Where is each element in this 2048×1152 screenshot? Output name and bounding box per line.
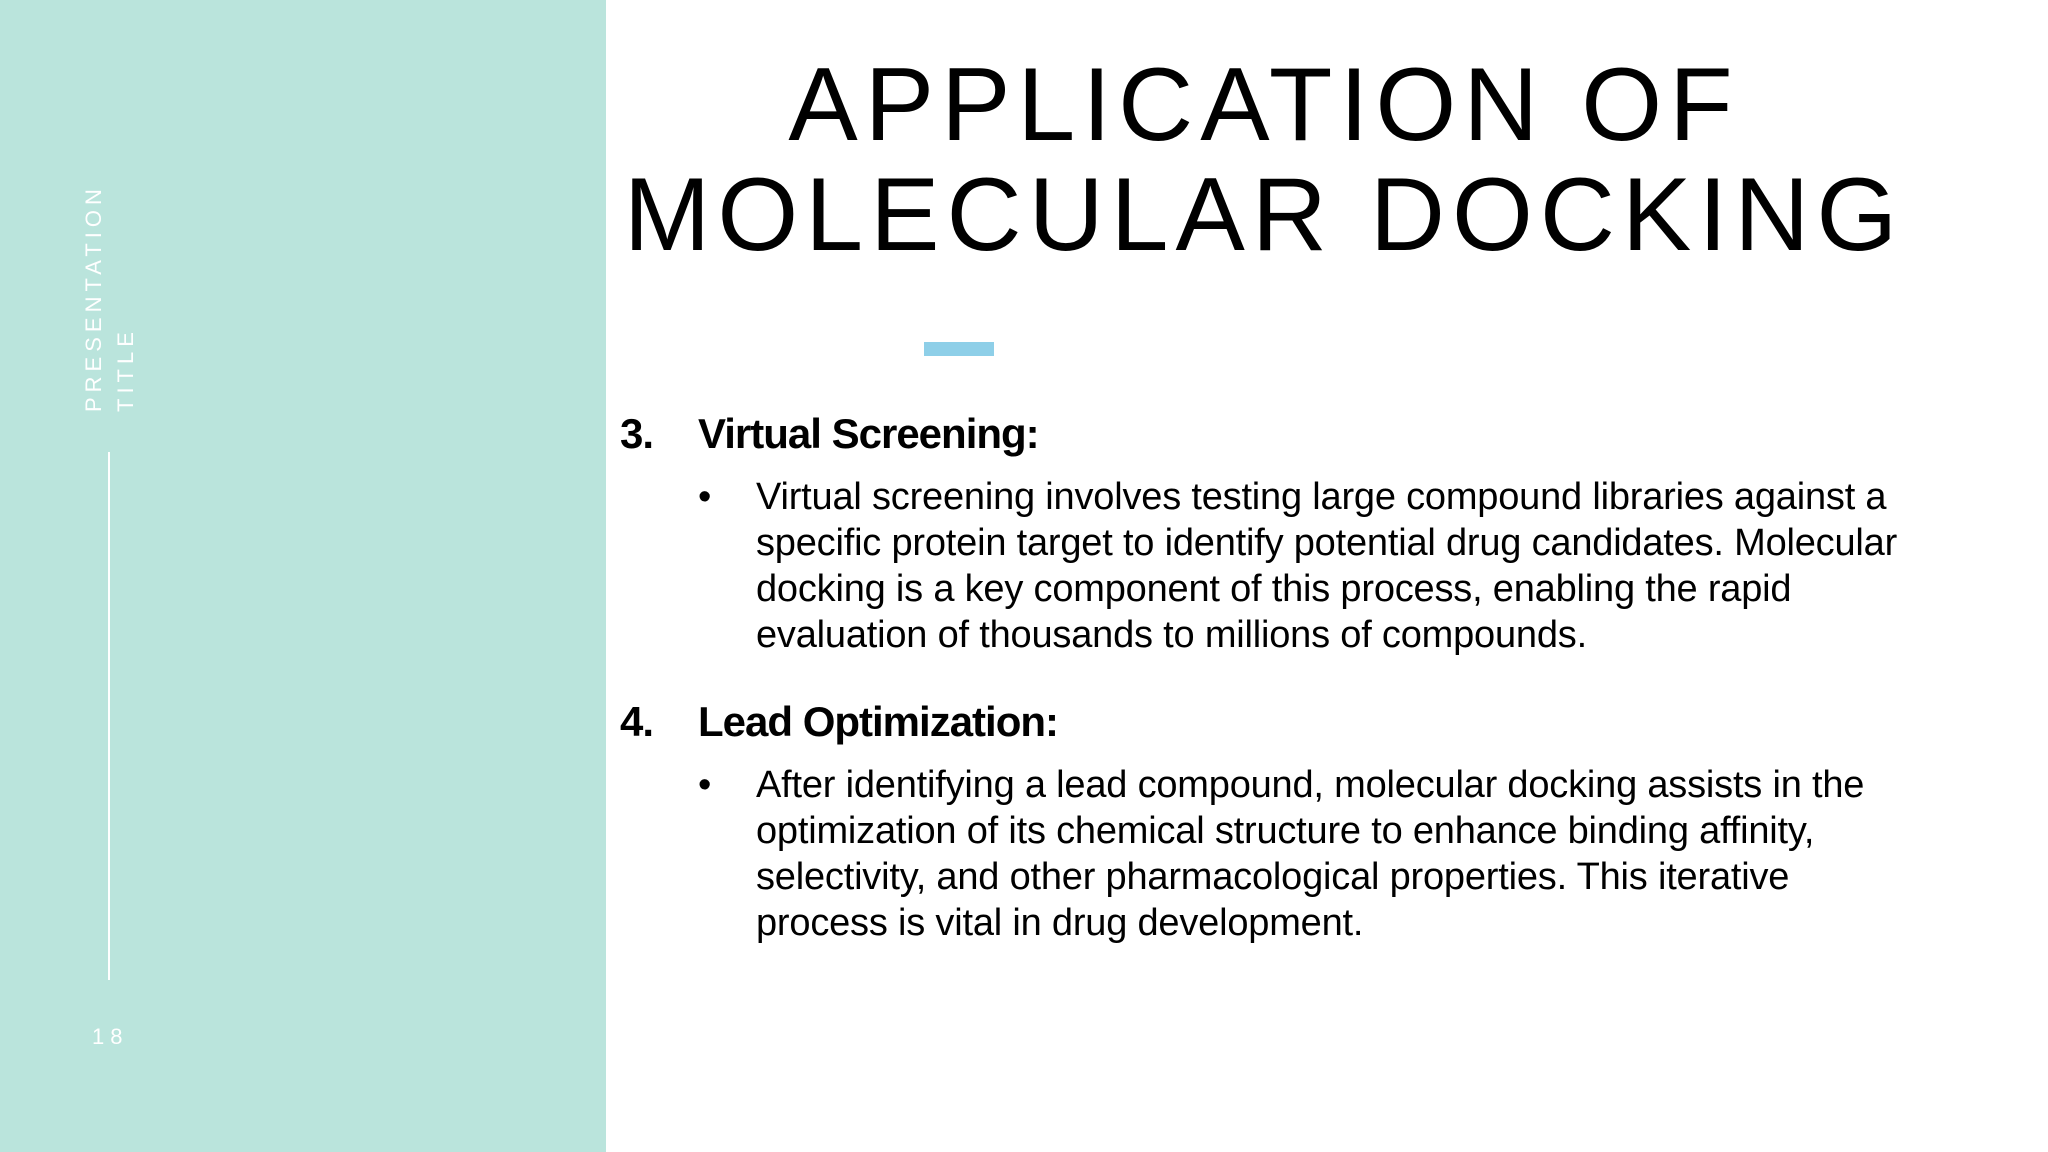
bullet-text: Virtual screening involves testing large compound libraries against a specific protein target to identify potential drug candidates. Molecular docking is a key component of this process, enabling the rapid evaluation of thousands to millions of compounds.	[756, 476, 1898, 656]
slide-title: APPLICATION OF MOLECULAR DOCKING	[623, 47, 1905, 273]
bullet-item	[620, 474, 1910, 658]
bullet-text: After identifying a lead compound, molecular docking assists in the optimization of its chemical structure to enhance binding affinity, selectivity, and other pharmacological properties. This iterative process is vital in drug development.	[756, 764, 1865, 944]
page-number: 18	[92, 1024, 129, 1049]
section-heading-text: Lead Optimization:	[698, 698, 1058, 745]
section-heading-text: Virtual Screening:	[698, 410, 1039, 457]
section-number: 4.	[620, 698, 654, 745]
title-accent-bar	[924, 342, 994, 356]
section-heading	[620, 408, 1910, 460]
sidebar-panel	[0, 0, 606, 1152]
section-number: 3.	[620, 410, 654, 457]
section-lead-optimization	[620, 696, 1910, 946]
section-virtual-screening	[620, 408, 1910, 658]
presentation-title: PRESENTATION TITLE	[81, 184, 138, 412]
sidebar-divider	[108, 452, 110, 980]
bullet-item	[620, 762, 1910, 946]
section-heading	[620, 696, 1910, 748]
bullet-icon: •	[698, 764, 712, 806]
bullet-icon: •	[698, 476, 712, 518]
slide-content	[620, 408, 1910, 984]
